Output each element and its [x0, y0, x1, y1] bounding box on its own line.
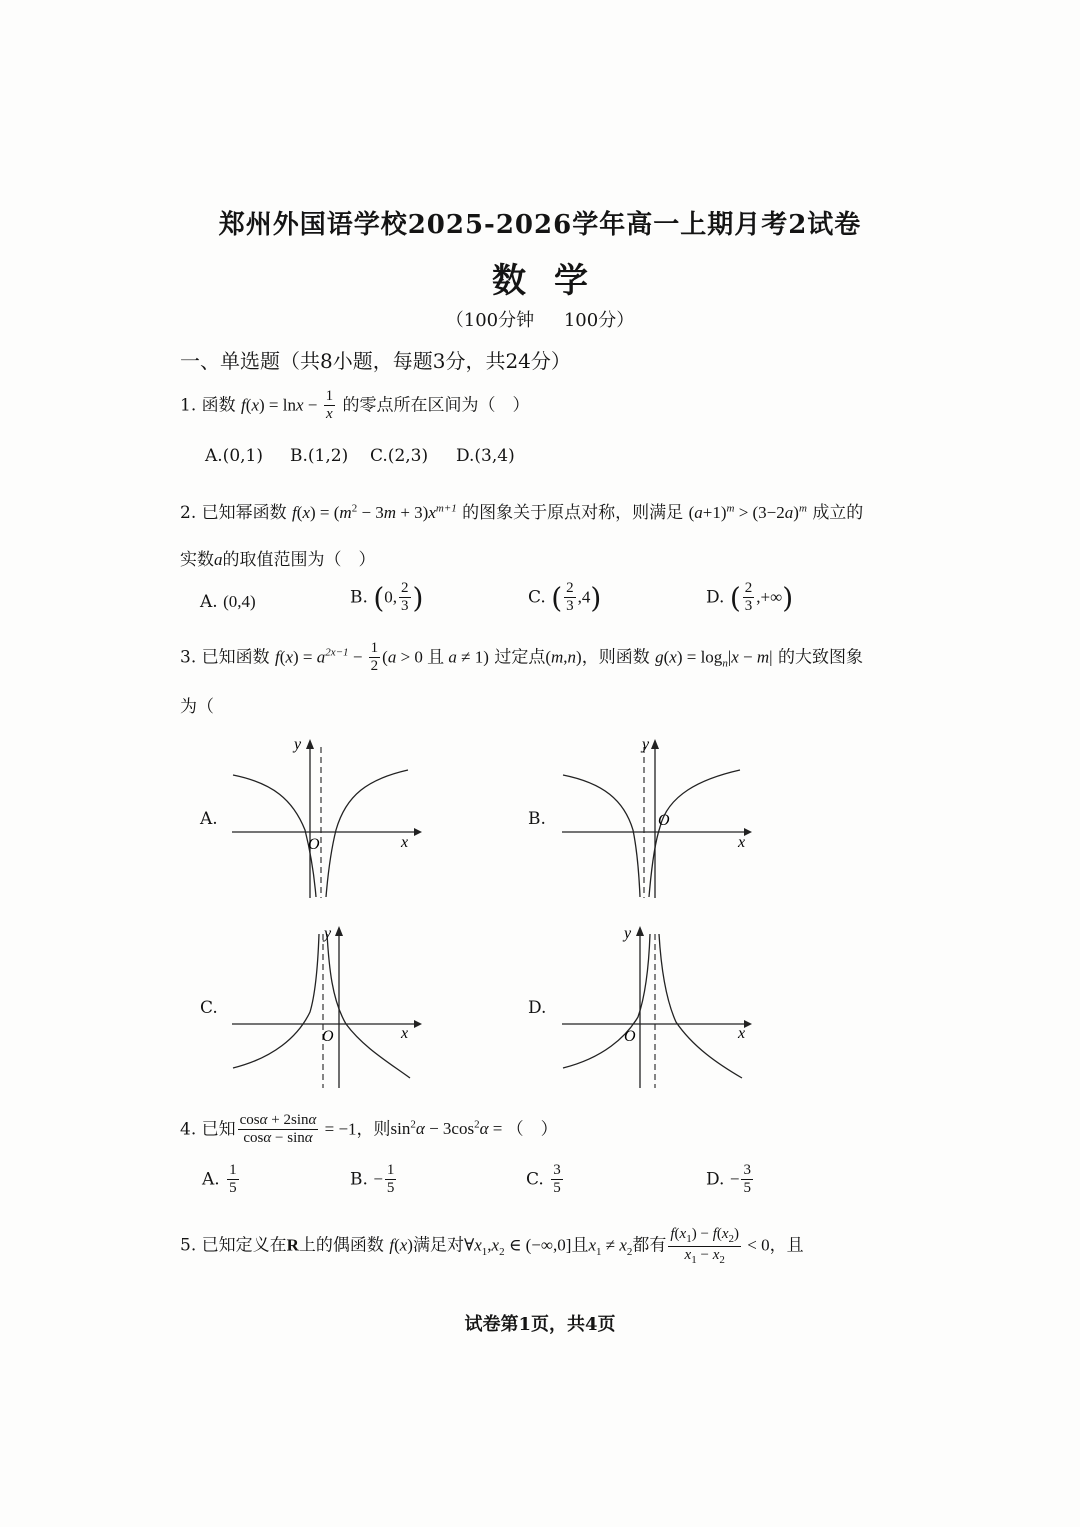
axis-label-y: y: [624, 925, 632, 942]
question-text: （ ）: [506, 1119, 558, 1140]
origin-label: O: [624, 1028, 636, 1045]
option-c[interactable]: [526, 1162, 565, 1198]
option-d[interactable]: [706, 1162, 755, 1198]
question-text: 的大致图象: [777, 647, 863, 668]
graph-d[interactable]: [558, 922, 758, 1092]
question-text: ，且: [769, 1235, 804, 1256]
question-text: 过定点: [494, 647, 546, 668]
duration-line: [0, 306, 1080, 332]
option-a[interactable]: A.(0,1): [205, 446, 263, 466]
set-r: R: [286, 1235, 299, 1255]
question-text: 已知: [201, 1119, 236, 1140]
question-text: 成立的: [812, 503, 864, 523]
option-b[interactable]: B.(1,2): [290, 446, 349, 466]
question-number: 3.: [180, 647, 197, 668]
option-c[interactable]: C. ( $\frac{2}{3}$ ,4): [528, 580, 602, 615]
axis-label-x: x: [738, 834, 746, 851]
option-numerator: 1: [227, 1162, 239, 1180]
option-numerator: 1: [385, 1162, 397, 1180]
option-value: (0,4): [223, 592, 256, 611]
fraction: $\frac{f(x_1) - f(x_2)}{x_1 - x_2}$: [670, 1226, 740, 1266]
question-number: 5.: [180, 1235, 197, 1256]
question-3: 3. 已知函数 $f(x) = a^{2x-1}$ − $\frac{1}{2}$ (a > 0 且 a ≠ 1) 过定点(m,n)，则函数 $g(x) = \log_n|x - m|$ 的大致图象: [180, 640, 863, 675]
axis-label-x: x: [401, 834, 409, 851]
fraction: $\frac{1}{x}$: [325, 388, 334, 423]
question-5: 5. 已知定义在R上的偶函数 f(x)满足对$\forall x_1,x_2$ ∈ (−∞,0]且$x_1 \ne x_2$都有 $\frac{f(x_1) - f(x_2)}{x_1 - x_2}$ < 0，且: [180, 1226, 804, 1266]
option-sign: −: [373, 1169, 383, 1189]
graph-b-label[interactable]: B.: [528, 809, 546, 829]
question-text: 的取值范围为（ ）: [222, 550, 376, 570]
question-text: 已知定义在: [201, 1235, 287, 1256]
option-label: A.: [202, 1169, 220, 1190]
subject-title: 数学: [492, 261, 616, 301]
school-title: 郑州外国语学校2025-2026学年高一上期月考2试卷: [218, 210, 862, 240]
option-label: D.: [706, 587, 725, 608]
graph-a[interactable]: [228, 735, 428, 900]
option-denominator: 5: [386, 1180, 395, 1197]
option-denominator: 5: [743, 1180, 751, 1197]
question-text: 已知函数: [201, 647, 270, 668]
option-label: D.: [706, 1169, 725, 1190]
duration-text: （100分钟: [445, 310, 535, 331]
option-denominator: 5: [229, 1180, 237, 1197]
option-b[interactable]: B. (0, $\frac{2}{3}$ ): [350, 580, 424, 615]
option-label: C.: [528, 587, 546, 608]
graph-a-label[interactable]: A.: [200, 809, 218, 829]
option-c[interactable]: C.(2,3): [370, 446, 429, 466]
axis-label-x: x: [738, 1025, 746, 1042]
question-text: 都有: [632, 1235, 667, 1256]
question-text: ，则: [356, 1119, 391, 1140]
option-d[interactable]: D.(3,4): [456, 446, 515, 466]
option-numerator: 3: [741, 1162, 753, 1180]
question-text: 满足对: [412, 1235, 464, 1256]
axis-label-x: x: [401, 1025, 409, 1042]
question-number: 2.: [180, 503, 197, 523]
page-footer: 试卷第1页，共4页: [464, 1314, 616, 1335]
option-label: B.: [350, 587, 368, 608]
question-2: 2. 已知幂函数 $f(x) = (m^2 - 3m + 3)x^{m+1}$ 的图象关于原点对称，则满足 $(a+1)^m > (3-2a)^m$ 成立的: [180, 502, 864, 523]
option-label: A.: [200, 592, 218, 612]
question-2-line-2: 实数a的取值范围为（ ）: [180, 550, 376, 570]
graph-d-label[interactable]: D.: [528, 998, 547, 1018]
fraction: $\frac{\cos\alpha + 2\sin\alpha}{\cos\alpha - \sin\alpha}$: [239, 1112, 317, 1147]
option-d[interactable]: D. ( $\frac{2}{3}$ ,+∞): [706, 580, 794, 615]
graph-b[interactable]: [558, 735, 758, 900]
option-numerator: 3: [551, 1162, 563, 1180]
question-number: 1.: [180, 395, 197, 416]
axis-label-y: y: [642, 736, 650, 753]
question-1: 1. 函数 f(x) = lnx − $\frac{1}{x}$ 的零点所在区间为（ ）: [180, 388, 530, 423]
option-a[interactable]: [202, 1162, 241, 1198]
question-4: 4. 已知 $\frac{\cos\alpha + 2\sin\alpha}{\cos\alpha - \sin\alpha}$ = −1，则$\sin^2\alpha - 3\cos^2\alpha$ = （ ）: [180, 1112, 558, 1147]
question-number: 4.: [180, 1119, 197, 1140]
option-sign: −: [729, 1169, 740, 1189]
axis-label-y: y: [324, 925, 332, 942]
question-text: 且: [571, 1235, 589, 1256]
question-text: ，则函数: [581, 647, 650, 668]
option-label: B.: [350, 1169, 368, 1190]
question-text: 的图象关于原点对称，则满足: [462, 503, 684, 523]
question-3-line-2: 为（: [180, 697, 214, 717]
score-text: 100分）: [563, 310, 635, 331]
graph-c[interactable]: [228, 922, 428, 1092]
question-text: 实数: [180, 550, 214, 570]
origin-label: O: [658, 812, 670, 829]
question-text: 的零点所在区间为（ ）: [342, 395, 530, 416]
section-heading: 一、单选题（共8小题，每题3分，共24分）: [180, 349, 571, 373]
option-b[interactable]: [350, 1162, 398, 1198]
axis-label-y: y: [294, 736, 302, 753]
origin-label: O: [308, 836, 320, 853]
origin-label: O: [322, 1028, 334, 1045]
option-denominator: 5: [553, 1180, 561, 1197]
question-text: 已知幂函数: [201, 503, 287, 523]
question-text: 函数: [201, 395, 236, 416]
question-text: 上的偶函数: [298, 1235, 384, 1256]
graph-c-label[interactable]: C.: [200, 998, 218, 1018]
option-label: C.: [526, 1169, 544, 1190]
option-a[interactable]: [200, 592, 256, 612]
